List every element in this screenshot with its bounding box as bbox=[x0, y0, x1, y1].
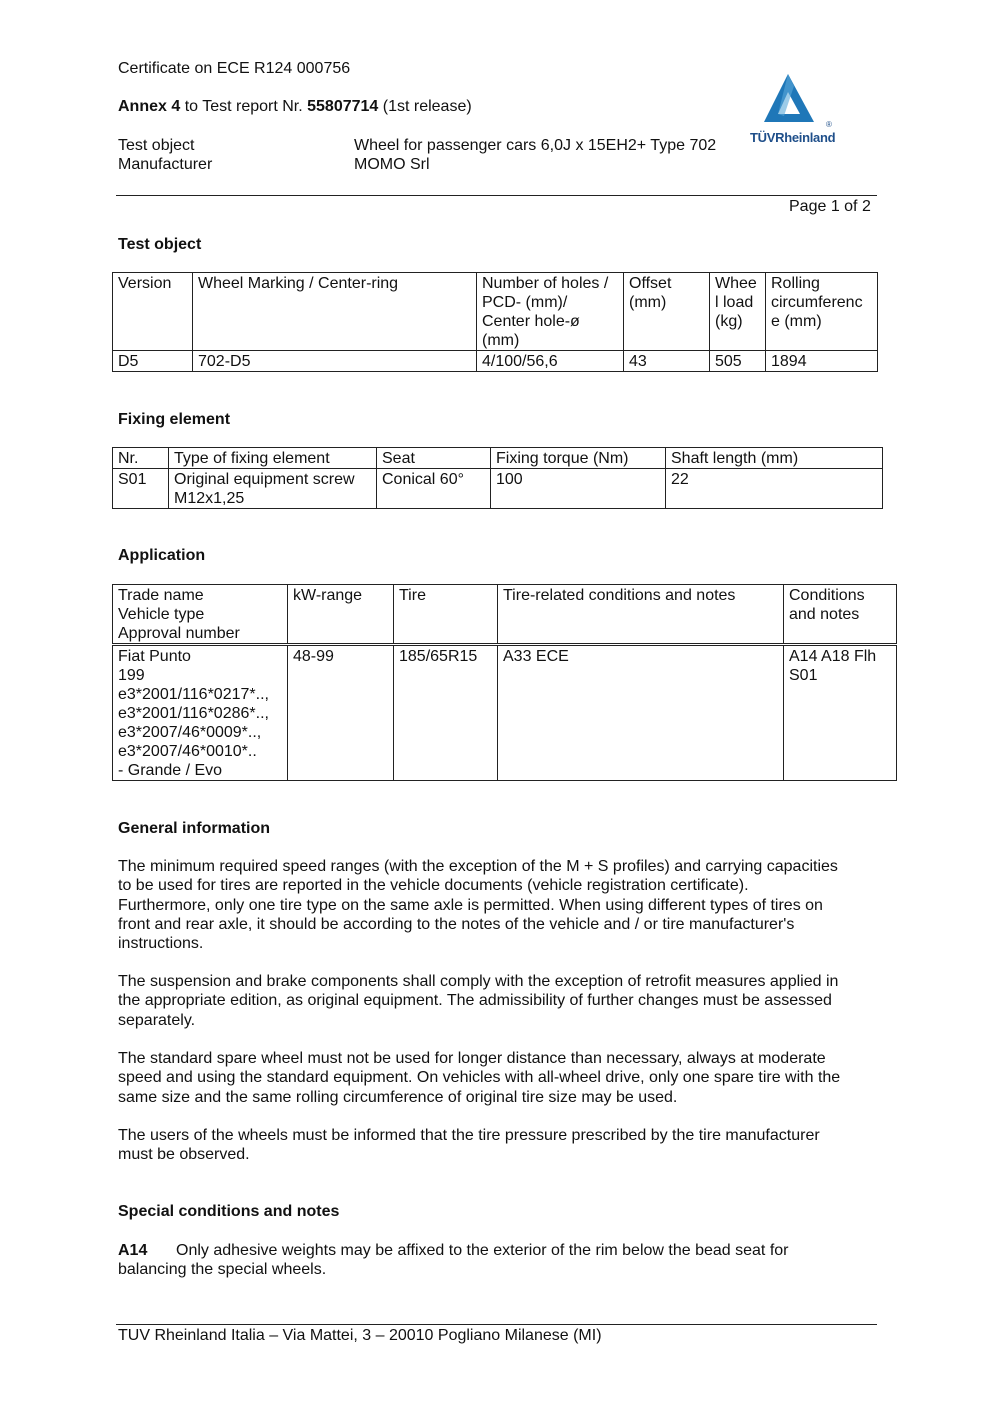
manufacturer-label: Manufacturer bbox=[118, 156, 213, 173]
header-cell: Shaft length (mm) bbox=[666, 448, 883, 469]
footer-rule bbox=[116, 1324, 877, 1325]
general-paragraph-1: The minimum required speed ranges (with the exception of the M + S profiles) and carrying capacities to be used for tires are reported in the vehicle documents (vehicle registration certificate). Furthermore, only one tire type on the same axle is permitted. When using different types of tires on front and rear axle, it should be according to the notes of the vehicle and / or tire manufacturer's instructions. bbox=[118, 858, 838, 953]
table-cell: 22 bbox=[666, 469, 883, 509]
table-cell: 702-D5 bbox=[193, 351, 477, 372]
table-cell: 505 bbox=[710, 351, 766, 372]
manufacturer-value: MOMO Srl bbox=[354, 156, 430, 173]
test-object-label: Test object bbox=[118, 137, 195, 154]
table-header-row bbox=[113, 273, 878, 351]
header-cell: Fixing torque (Nm) bbox=[491, 448, 666, 469]
table-cell: A14 A18 Flh S01 bbox=[784, 645, 897, 781]
table-header-row bbox=[113, 448, 883, 469]
table-cell: 48-99 bbox=[288, 645, 394, 781]
table-row bbox=[113, 645, 897, 781]
general-paragraph-3: The standard spare wheel must not be used for longer distance than necessary, always at moderate speed and using the standard equipment. On vehicles with all-wheel drive, only one spare tire with the same size and the same rolling circumference of original tire size may be used. bbox=[118, 1050, 841, 1106]
general-paragraph-2: The suspension and brake components shall comply with the exception of retrofit measures applied in the appropriate edition, as original equipment. The admissibility of further changes must be assessed separately. bbox=[118, 973, 839, 1029]
application-table bbox=[112, 584, 897, 781]
footer-address: TUV Rheinland Italia – Via Mattei, 3 – 20010 Pogliano Milanese (MI) bbox=[118, 1327, 602, 1344]
test-object-heading: Test object bbox=[118, 236, 202, 253]
table-cell: S01 bbox=[113, 469, 169, 509]
header-cell: Number of holes / PCD- (mm)/ Center hole-ø (mm) bbox=[477, 273, 624, 351]
test-object-table bbox=[112, 272, 878, 372]
table-cell: 100 bbox=[491, 469, 666, 509]
annex-label: Annex 4 bbox=[118, 98, 181, 115]
test-object-value: Wheel for passenger cars 6,0J x 15EH2+ Type 702 bbox=[354, 137, 717, 154]
application-heading: Application bbox=[118, 547, 206, 564]
header-cell: Tire bbox=[394, 585, 498, 645]
table-cell: 4/100/56,6 bbox=[477, 351, 624, 372]
report-number: 55807714 bbox=[307, 98, 379, 115]
general-paragraph-4: The users of the wheels must be informed that the tire pressure prescribed by the tire manufacturer must be observed. bbox=[118, 1127, 820, 1164]
header-cell: Rolling circumferenc e (mm) bbox=[766, 273, 878, 351]
header-cell: Nr. bbox=[113, 448, 169, 469]
release-note: (1st release) bbox=[378, 98, 472, 115]
general-heading: General information bbox=[118, 820, 271, 837]
certificate-title: Certificate on ECE R124 000756 bbox=[118, 60, 351, 77]
table-cell: Original equipment screw M12x1,25 bbox=[169, 469, 377, 509]
table-cell: 1894 bbox=[766, 351, 878, 372]
table-header-row bbox=[113, 585, 897, 645]
logo-registered: ® bbox=[826, 120, 832, 129]
fixing-table bbox=[112, 447, 883, 509]
annex-mid: to Test report Nr. bbox=[180, 98, 308, 115]
header-cell: Wheel Marking / Center-ring bbox=[193, 273, 477, 351]
header-cell: Seat bbox=[377, 448, 491, 469]
header-cell: Trade name Vehicle type Approval number bbox=[113, 585, 288, 645]
table-cell: D5 bbox=[113, 351, 193, 372]
table-cell: 185/65R15 bbox=[394, 645, 498, 781]
header-rule bbox=[116, 195, 877, 196]
header-cell: kW-range bbox=[288, 585, 394, 645]
header-cell: Conditions and notes bbox=[784, 585, 897, 645]
table-cell: Fiat Punto 199 e3*2001/116*0217*.., e3*2001/116*0286*.., e3*2007/46*0009*.., e3*2007/46*0010*.. - Grande / Evo bbox=[113, 645, 288, 781]
page-number: Page 1 of 2 bbox=[789, 198, 871, 215]
header-cell: Type of fixing element bbox=[169, 448, 377, 469]
table-row bbox=[113, 351, 878, 372]
table-cell: 43 bbox=[624, 351, 710, 372]
logo-text: TÜVRheinland bbox=[750, 130, 836, 145]
header-cell: Version bbox=[113, 273, 193, 351]
annex-line bbox=[118, 97, 472, 116]
special-code: A14 bbox=[118, 1242, 148, 1259]
table-cell: Conical 60° bbox=[377, 469, 491, 509]
tuv-logo bbox=[748, 70, 844, 154]
fixing-heading: Fixing element bbox=[118, 411, 231, 428]
special-heading: Special conditions and notes bbox=[118, 1203, 340, 1220]
table-cell: A33 ECE bbox=[498, 645, 784, 781]
table-row bbox=[113, 469, 883, 509]
special-text-line-1: Only adhesive weights may be affixed to the exterior of the rim below the bead seat for bbox=[176, 1242, 789, 1259]
header-cell: Offset (mm) bbox=[624, 273, 710, 351]
header-cell: Whee l load (kg) bbox=[710, 273, 766, 351]
header-cell: Tire-related conditions and notes bbox=[498, 585, 784, 645]
special-text-line-2: balancing the special wheels. bbox=[118, 1261, 327, 1278]
